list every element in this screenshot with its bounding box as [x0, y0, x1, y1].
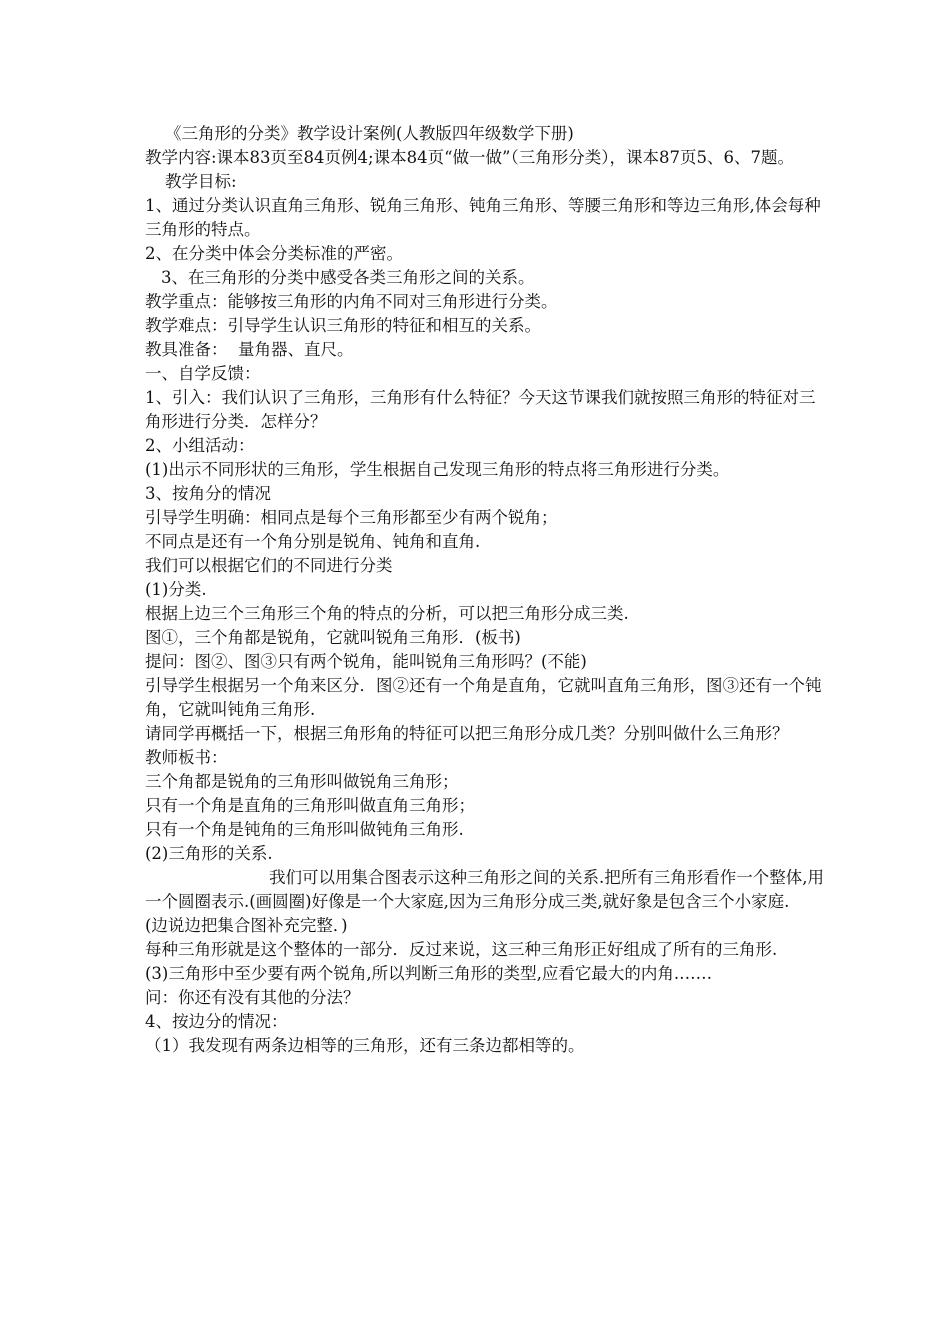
paragraph: 引导学生根据另一个角来区分．图②还有一个角是直角，它就叫直角三角形，图③还有一个钝角，它就叫钝角三角形.	[145, 676, 822, 719]
paragraph	[145, 866, 825, 914]
paragraph: (3)三角形中至少要有两个锐角,所以判断三角形的类型,应看它最大的内角.……	[145, 964, 713, 983]
paragraph: 引导学生明确：相同点是每个三角形都至少有两个锐角；	[145, 508, 558, 527]
goal-1: 1、通过分类认识直角三角形、锐角三角形、钝角三角形、等腰三角形和等边三角形,体会每种三角形的特点。	[145, 196, 821, 239]
paragraph: 我们可以根据它们的不同进行分类	[145, 556, 393, 575]
document-title: 《三角形的分类》教学设计案例(人教版四年级数学下册)	[165, 124, 574, 143]
paragraph: (边说边把集合图补充完整．)	[145, 916, 348, 935]
paragraph: 3、按角分的情况	[145, 484, 271, 503]
goal-2: 2、在分类中体会分类标准的严密。	[145, 244, 403, 263]
teaching-goals-heading: 教学目标:	[165, 172, 237, 191]
key-point: 教学重点：能够按三角形的内角不同对三角形进行分类。	[145, 292, 558, 311]
paragraph: 提问：图②、图③只有两个锐角，能叫锐角三角形吗？(不能)	[145, 652, 587, 671]
paragraph-text: 我们可以用集合图表示这种三角形之间的关系.把所有三角形看作一个整体,用一个圆圈表示.(画圆圈)好像是一个大家庭,因为三角形分成三类,就好象是包含三个小家庭.	[145, 868, 824, 911]
paragraph: 1、引入：我们认识了三角形，三角形有什么特征？今天这节课我们就按照三角形的特征对三角形进行分类．怎样分？	[145, 388, 816, 431]
section-1-heading: 一、自学反馈：	[145, 364, 261, 383]
document-body	[145, 122, 825, 1058]
paragraph: 2、小组活动：	[145, 436, 255, 455]
paragraph: 不同点是还有一个角分别是锐角、钝角和直角.	[145, 532, 481, 551]
paragraph: (2)三角形的关系.	[145, 844, 273, 863]
section-4-heading: 4、按边分的情况：	[145, 1012, 288, 1031]
paragraph: (1)分类.	[145, 580, 207, 599]
paragraph: （1）我发现有两条边相等的三角形，还有三条边都相等的。	[145, 1036, 585, 1055]
paragraph: 教师板书：	[145, 748, 228, 767]
paragraph: 每种三角形就是这个整体的一部分．反过来说，这三种三角形正好组成了所有的三角形.	[145, 940, 778, 959]
paragraph: 只有一个角是钝角的三角形叫做钝角三角形.	[145, 820, 464, 839]
paragraph: 三个角都是锐角的三角形叫做锐角三角形；	[145, 772, 459, 791]
paragraph: 图①，三个角都是锐角，它就叫锐角三角形．(板书)	[145, 628, 521, 647]
paragraph: 根据上边三个三角形三个角的特点的分析，可以把三角形分成三类.	[145, 604, 629, 623]
goal-3: 3、在三角形的分类中感受各类三角形之间的关系。	[161, 268, 535, 287]
paragraph: 只有一个角是直角的三角形叫做直角三角形；	[145, 796, 475, 815]
paragraph: 问：你还有没有其他的分法？	[145, 988, 360, 1007]
difficult-point: 教学难点：引导学生认识三角形的特征和相互的关系。	[145, 316, 541, 335]
teaching-tools: 教具准备： 量角器、直尺。	[145, 340, 354, 359]
paragraph: 请同学再概括一下，根据三角形角的特征可以把三角形分成几类？分别叫做什么三角形？	[145, 724, 789, 743]
paragraph: (1)出示不同形状的三角形，学生根据自己发现三角形的特点将三角形进行分类。	[145, 460, 730, 479]
teaching-content: 教学内容:课本83页至84页例4;课本84页“做一做”（三角形分类），课本87页5、6、7题。	[145, 148, 794, 167]
